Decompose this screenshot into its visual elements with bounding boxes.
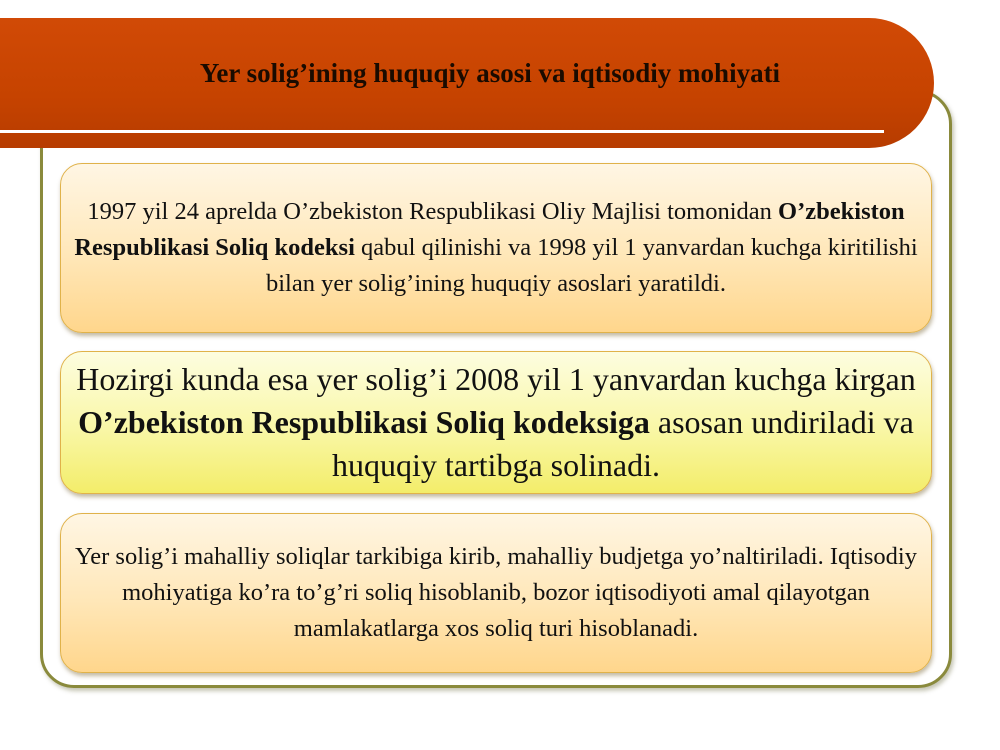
text-box-2-bold: O’zbekiston Respublikasi Soliq kodeksiga — [78, 404, 650, 440]
text-box-3-paragraph: Yer solig’i mahalliy soliqlar tarkibiga kirib, mahalliy budjetga yo’naltiriladi. Iqtisodiy mohiyatiga ko’ra to’g’ri soliq hisoblanib, bozor iqtisodiyoti amal qilayotgan mamlakatlarga xos soliq turi hisoblanadi. — [75, 543, 917, 642]
text-box-soliq-kodeksi-2008 — [60, 351, 932, 494]
text-box-1-bold: O’zbekiston Respublikasi Soliq kodeksi — [74, 198, 905, 261]
text-box-2-part1: Hozirgi kunda esa yer solig’i 2008 yil 1 yanvardan kuchga kirgan — [76, 361, 916, 397]
title-divider-line — [0, 130, 884, 133]
text-box-soliq-kodeksi-1997 — [60, 163, 932, 333]
text-box-1-paragraph — [61, 194, 931, 302]
slide-title: Yer solig’ining huquqiy asosi va iqtisodiy mohiyati — [199, 58, 781, 88]
text-box-1-part1: 1997 yil 24 aprelda O’zbekiston Respublikasi Oliy Majlisi tomonidan — [87, 198, 779, 225]
text-box-1-part2: qabul qilinishi va 1998 yil 1 yanvardan kuchga kiritilishi bilan yer solig’ining huquqiy asoslari yaratildi. — [266, 234, 918, 297]
text-box-2-part2: asosan undiriladi va huquqiy tartibga solinadi. — [332, 404, 914, 483]
text-box-2-paragraph — [61, 358, 931, 487]
text-box-mahalliy-soliq — [60, 513, 932, 673]
